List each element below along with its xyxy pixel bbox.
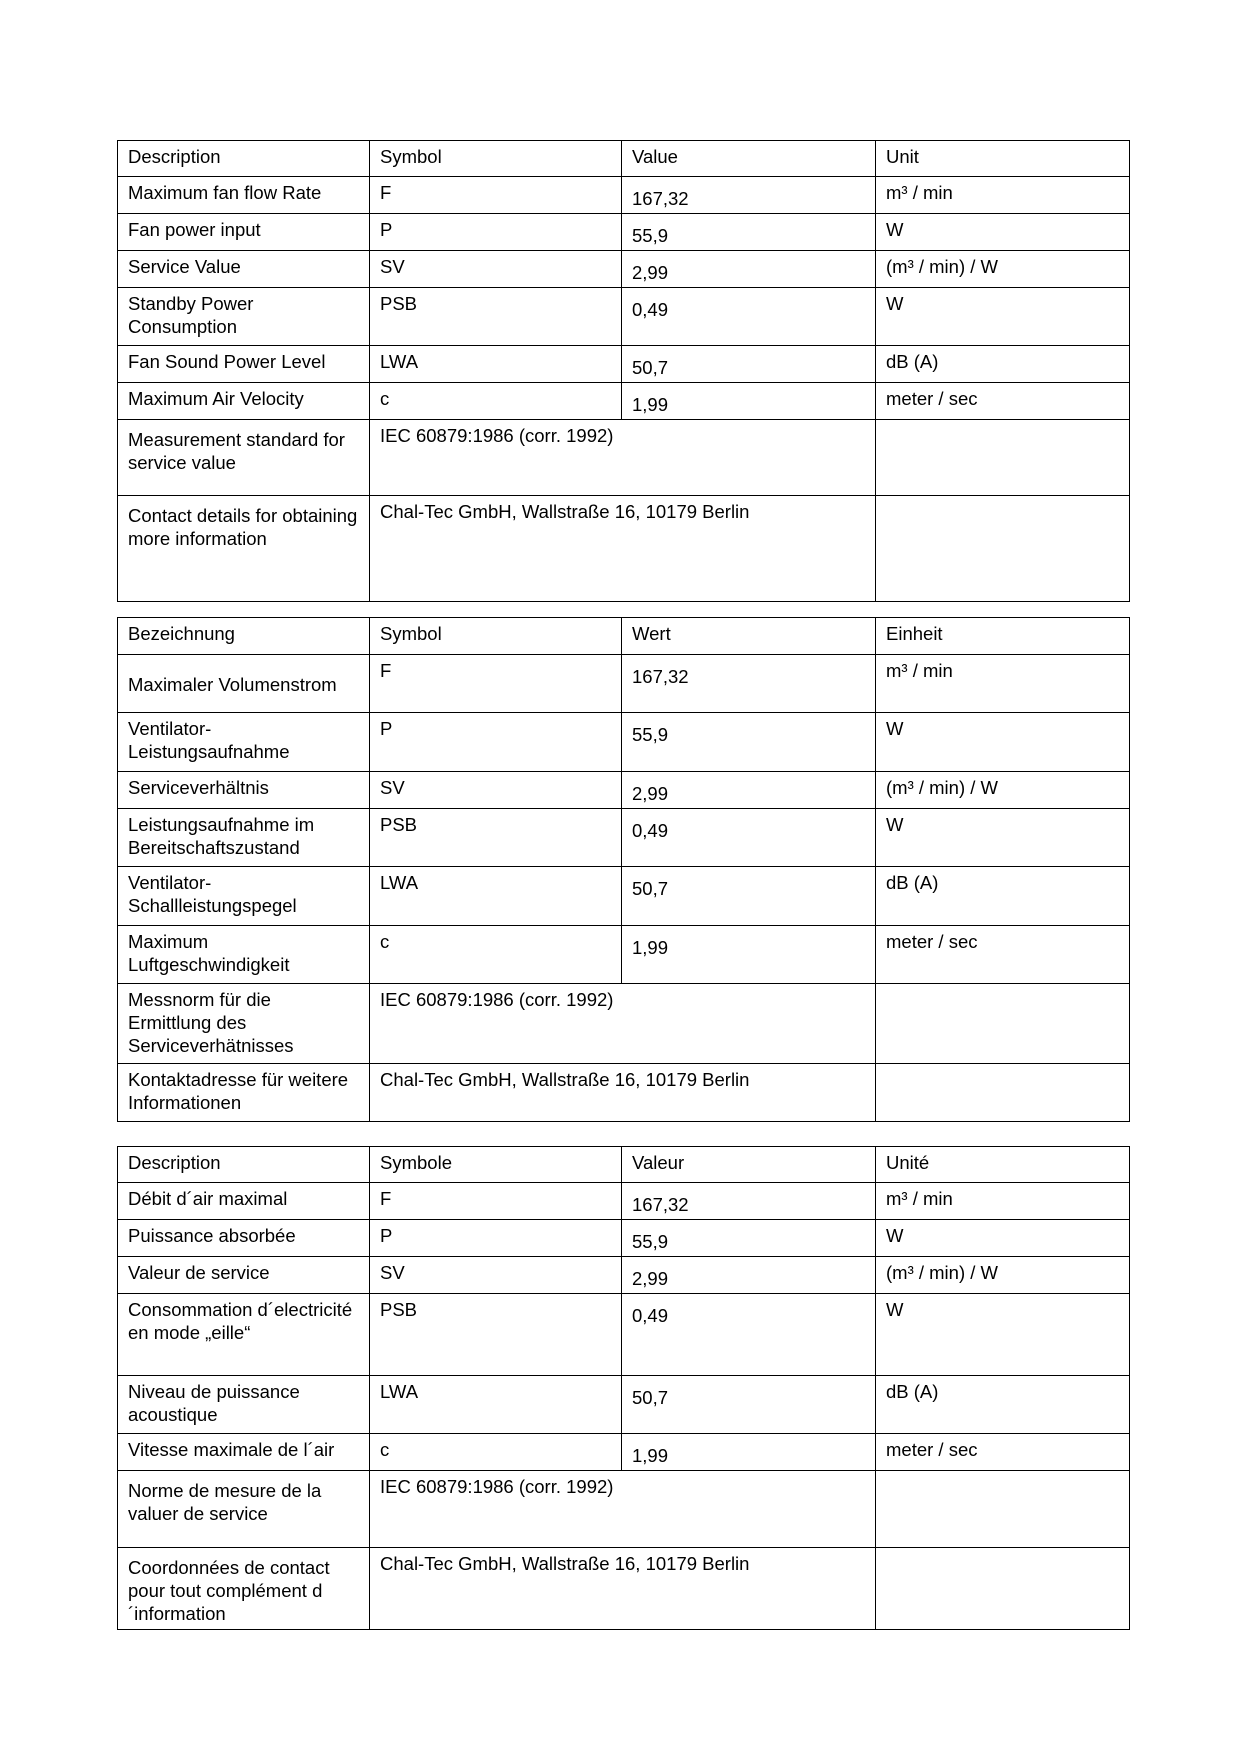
row-symbol: LWA (370, 1376, 622, 1434)
row-unit: m³ / min (876, 177, 1130, 214)
row-label: Maximum fan flow Rate (118, 177, 370, 214)
table-row (118, 809, 1130, 867)
contact-value: Chal-Tec GmbH, Wallstraße 16, 10179 Berlin (370, 1064, 876, 1122)
row-unit: meter / sec (876, 1434, 1130, 1471)
standard-label: Messnorm für die Ermittlung des Serviceverhätnisses (118, 984, 370, 1064)
contact-value: Chal-Tec GmbH, Wallstraße 16, 10179 Berlin (370, 496, 876, 602)
row-value: 50,7 (622, 346, 876, 383)
table-row (118, 288, 1130, 346)
row-label: Standby Power Consumption (118, 288, 370, 346)
header-description: Description (118, 141, 370, 177)
table-row (118, 772, 1130, 809)
row-value: 2,99 (622, 251, 876, 288)
row-symbol: PSB (370, 288, 622, 346)
row-unit: meter / sec (876, 383, 1130, 420)
row-symbol: PSB (370, 1294, 622, 1376)
table-row (118, 1294, 1130, 1376)
row-unit: W (876, 809, 1130, 867)
table-row (118, 383, 1130, 420)
row-value: 1,99 (622, 1434, 876, 1471)
row-unit: W (876, 214, 1130, 251)
row-label: Niveau de puissance acoustique (118, 1376, 370, 1434)
row-symbol: F (370, 177, 622, 214)
header-symbol: Symbol (370, 141, 622, 177)
table-row-standard (118, 420, 1130, 496)
row-unit: W (876, 288, 1130, 346)
header-value: Wert (622, 618, 876, 655)
row-symbol: LWA (370, 867, 622, 926)
table-row (118, 713, 1130, 772)
header-description: Bezeichnung (118, 618, 370, 655)
contact-label: Coordonnées de contact pour tout complément d´information (118, 1548, 370, 1630)
row-value: 55,9 (622, 1220, 876, 1257)
header-symbol: Symbol (370, 618, 622, 655)
contact-empty-cell (876, 1064, 1130, 1122)
table-row (118, 1183, 1130, 1220)
row-value: 1,99 (622, 383, 876, 420)
row-unit: (m³ / min) / W (876, 251, 1130, 288)
table-row (118, 655, 1130, 713)
row-value: 0,49 (622, 288, 876, 346)
row-label: Maximum Luftgeschwindigkeit (118, 926, 370, 984)
row-value: 167,32 (622, 655, 876, 713)
table-row (118, 926, 1130, 984)
table-row (118, 214, 1130, 251)
table-row (118, 1220, 1130, 1257)
table-row (118, 1434, 1130, 1471)
header-symbol: Symbole (370, 1147, 622, 1183)
standard-label: Norme de mesure de la valuer de service (118, 1471, 370, 1548)
row-symbol: F (370, 655, 622, 713)
spec-table-french (117, 1146, 1130, 1630)
row-unit: W (876, 1294, 1130, 1376)
header-value: Valeur (622, 1147, 876, 1183)
row-value: 0,49 (622, 1294, 876, 1376)
table-row (118, 1257, 1130, 1294)
row-label: Fan Sound Power Level (118, 346, 370, 383)
row-symbol: SV (370, 251, 622, 288)
standard-value: IEC 60879:1986 (corr. 1992) (370, 984, 876, 1064)
standard-value: IEC 60879:1986 (corr. 1992) (370, 1471, 876, 1548)
table-header-row (118, 1147, 1130, 1183)
row-label: Maximaler Volumenstrom (118, 655, 370, 713)
row-symbol: P (370, 713, 622, 772)
table-row-contact (118, 1064, 1130, 1122)
row-symbol: c (370, 926, 622, 984)
table-row (118, 867, 1130, 926)
row-label: Valeur de service (118, 1257, 370, 1294)
row-value: 0,49 (622, 809, 876, 867)
row-value: 1,99 (622, 926, 876, 984)
row-unit: dB (A) (876, 1376, 1130, 1434)
row-value: 55,9 (622, 713, 876, 772)
header-value: Value (622, 141, 876, 177)
row-unit: dB (A) (876, 867, 1130, 926)
table-row (118, 177, 1130, 214)
standard-empty-cell (876, 984, 1130, 1064)
standard-label: Measurement standard for service value (118, 420, 370, 496)
row-unit: W (876, 1220, 1130, 1257)
contact-label: Kontaktadresse für weitere Informationen (118, 1064, 370, 1122)
spec-table-german (117, 617, 1130, 1122)
row-symbol: P (370, 1220, 622, 1257)
table-row (118, 1376, 1130, 1434)
standard-empty-cell (876, 420, 1130, 496)
row-value: 50,7 (622, 1376, 876, 1434)
row-value: 167,32 (622, 177, 876, 214)
row-symbol: F (370, 1183, 622, 1220)
table-row-contact (118, 1548, 1130, 1630)
spec-table-english (117, 140, 1130, 602)
table-row (118, 251, 1130, 288)
contact-value: Chal-Tec GmbH, Wallstraße 16, 10179 Berlin (370, 1548, 876, 1630)
row-value: 50,7 (622, 867, 876, 926)
table-row-contact (118, 496, 1130, 602)
row-unit: W (876, 713, 1130, 772)
row-label: Vitesse maximale de l´air (118, 1434, 370, 1471)
row-unit: meter / sec (876, 926, 1130, 984)
row-label: Débit d´air maximal (118, 1183, 370, 1220)
standard-value: IEC 60879:1986 (corr. 1992) (370, 420, 876, 496)
row-label: Puissance absorbée (118, 1220, 370, 1257)
row-symbol: c (370, 1434, 622, 1471)
header-unit: Unit (876, 141, 1130, 177)
header-unit: Einheit (876, 618, 1130, 655)
row-unit: dB (A) (876, 346, 1130, 383)
row-unit: m³ / min (876, 1183, 1130, 1220)
standard-empty-cell (876, 1471, 1130, 1548)
row-label: Serviceverhältnis (118, 772, 370, 809)
row-label: Ventilator-Schallleistungspegel (118, 867, 370, 926)
row-symbol: SV (370, 1257, 622, 1294)
row-symbol: LWA (370, 346, 622, 383)
row-label: Ventilator-Leistungsaufnahme (118, 713, 370, 772)
table-row (118, 346, 1130, 383)
table-row-standard (118, 1471, 1130, 1548)
row-label: Leistungsaufnahme im Bereitschaftszustand (118, 809, 370, 867)
row-label: Fan power input (118, 214, 370, 251)
row-label: Service Value (118, 251, 370, 288)
row-symbol: PSB (370, 809, 622, 867)
row-unit: m³ / min (876, 655, 1130, 713)
table-header-row (118, 618, 1130, 655)
row-label: Maximum Air Velocity (118, 383, 370, 420)
row-unit: (m³ / min) / W (876, 772, 1130, 809)
row-symbol: P (370, 214, 622, 251)
row-label: Consommation d´electricité en mode „eille“ (118, 1294, 370, 1376)
contact-label: Contact details for obtaining more information (118, 496, 370, 602)
row-symbol: SV (370, 772, 622, 809)
row-unit: (m³ / min) / W (876, 1257, 1130, 1294)
row-value: 55,9 (622, 214, 876, 251)
header-unit: Unité (876, 1147, 1130, 1183)
table-row-standard (118, 984, 1130, 1064)
row-value: 2,99 (622, 1257, 876, 1294)
contact-empty-cell (876, 1548, 1130, 1630)
header-description: Description (118, 1147, 370, 1183)
row-symbol: c (370, 383, 622, 420)
table-header-row (118, 141, 1130, 177)
row-value: 2,99 (622, 772, 876, 809)
row-value: 167,32 (622, 1183, 876, 1220)
contact-empty-cell (876, 496, 1130, 602)
